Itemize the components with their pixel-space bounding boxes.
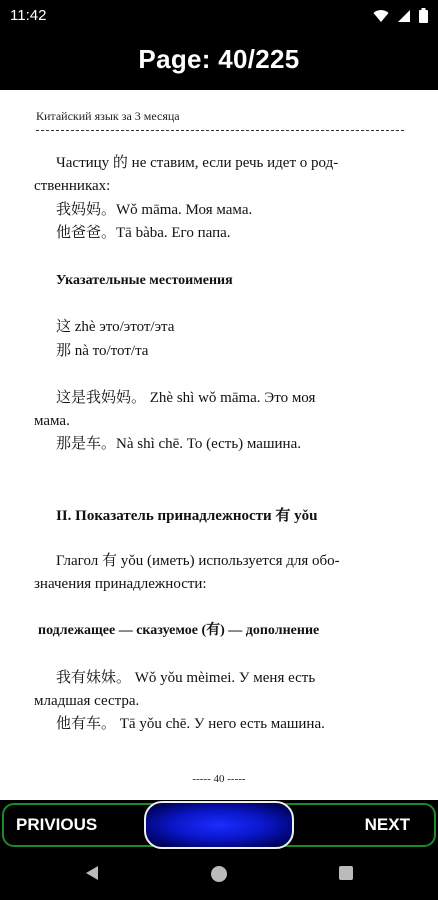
book-page[interactable] (0, 90, 438, 800)
example-line: младшая сестра. (34, 693, 140, 709)
next-button[interactable] (274, 803, 436, 847)
recents-icon[interactable] (339, 866, 353, 880)
paragraph-line: значения принадлежности: (34, 576, 207, 592)
previous-button[interactable] (2, 803, 164, 847)
example-line: 他爸爸。Tā bàba. Его папа. (56, 225, 231, 241)
paragraph-line: Глагол 有 yǒu (иметь) используется для обо- (56, 553, 340, 569)
formula-line: подлежащее — сказуемое (有) — дополнение (38, 623, 320, 638)
page-title: Page: 40/225 (138, 44, 300, 74)
signal-icon (397, 9, 411, 23)
example-line: 那是车。Nà shì chē. То (есть) машина. (56, 436, 301, 452)
running-header: Китайский язык за 3 месяца (36, 109, 180, 123)
page-navigation-bar (0, 800, 438, 852)
status-bar (0, 0, 438, 34)
wifi-icon (373, 9, 389, 23)
home-icon[interactable] (211, 866, 227, 882)
example-line: 他有车。 Tā yǒu chē. У него есть машина. (56, 716, 325, 732)
example-line: 我妈妈。Wǒ māma. Моя мама. (56, 202, 253, 218)
previous-label: PRIVIOUS (16, 815, 98, 834)
status-time: 11:42 (10, 7, 47, 24)
header-divider (36, 130, 404, 131)
example-line: 我有妹妹。 Wǒ yǒu mèimei. У меня есть (56, 670, 316, 686)
center-button[interactable] (144, 801, 294, 849)
example-line: 这是我妈妈。 Zhè shì wǒ māma. Это моя (56, 390, 316, 406)
paragraph-line: ственниках: (34, 178, 111, 194)
title-bar (0, 34, 438, 90)
paragraph-line: Частицу 的 не ставим, если речь идет о род- (56, 155, 339, 171)
back-icon[interactable] (85, 865, 99, 881)
example-line: 那 nà то/тот/та (56, 343, 149, 359)
battery-icon (419, 8, 428, 23)
next-label: NEXT (364, 815, 410, 834)
example-line: 这 zhè это/этот/эта (56, 319, 175, 335)
status-icons (373, 8, 428, 23)
section-heading: II. Показатель принадлежности 有 yǒu (56, 508, 318, 524)
system-nav-bar (0, 852, 438, 900)
example-line: мама. (34, 413, 70, 429)
section-heading: Указательные местоимения (56, 273, 233, 288)
page-number: ----- 40 ----- (192, 773, 246, 785)
